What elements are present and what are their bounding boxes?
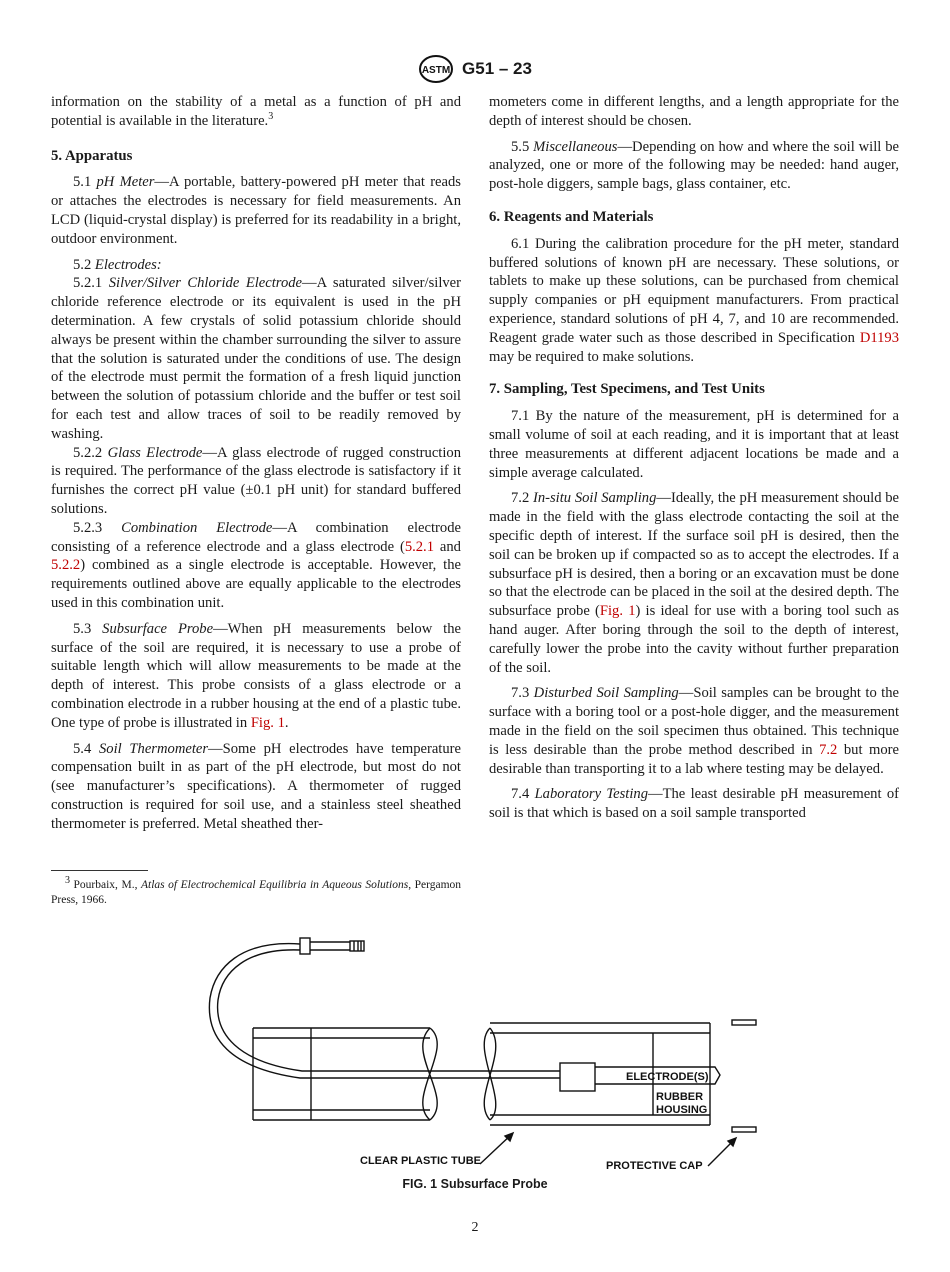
section-7-heading: 7. Sampling, Test Specimens, and Test Units [489, 381, 765, 398]
footnote-ref[interactable]: 3 [268, 110, 274, 122]
link-5-2-1[interactable]: 5.2.1 [404, 538, 434, 555]
para-5-4-cont: mometers come in different lengths, and a length appropriate for the depth of interest should be chosen. [489, 94, 899, 129]
astm-logo-text: ASTM [421, 65, 451, 76]
para-5-4: 5.4 Soil Thermometer—Some pH electrodes have temperature compensation built in as part of the pH electrode, but most do not (see manufacturer’s specifications). A thermometer of rugged construction is required for soil use, and a stainless steel sheathed thermometer is preferred. Metal sheathed ther- [51, 740, 461, 832]
left-column [51, 93, 461, 833]
figure-caption: FIG. 1 Subsurface Probe [402, 1177, 548, 1191]
label-housing: HOUSING [656, 1104, 708, 1116]
para-7-2: 7.2 In-situ Soil Sampling—Ideally, the pH measurement should be made in the field with the glass electrode contacting the soil at the specific depth of interest. If the surface soil pH is desired, then the soil can be broken up if compacted so as to accept the electrodes. If a subsurface pH is desired, then a boring or an excavation must be done so that the electrode can be placed in the soil at the desired depth. The subsurface probe (Fig. 1) is ideal for use with a boring tool such as hand auger. After boring through the soil to the depth of interest, carefully lower the probe into the cavity without further preparation of the soil. [489, 490, 900, 676]
link-fig-1[interactable]: Fig. 1 [250, 714, 285, 731]
right-column [489, 93, 899, 823]
footnote-divider [51, 870, 148, 871]
para-5-2-2: 5.2.2 Glass Electrode—A glass electrode of rugged construction is required. The performance of the glass electrode is satisfactory if it furnishes the correct pH value (±0.1 pH unit) for standard buffered solutions. [51, 444, 461, 517]
para-6-1: 6.1 During the calibration procedure for the pH meter, standard buffered solutions of known pH are necessary. These solutions, or tablets to make up these solutions, can be purchased from chemical supply companies or pH equipment manufacturers. From practical experience, standard solutions of pH 4, 7, and 10 are recommended. Reagent grade water such as those described in Specification D1193 may be required to make solutions. [489, 235, 899, 365]
link-7-2[interactable]: 7.2 [819, 741, 838, 758]
label-electrodes: ELECTRODE(S) [626, 1071, 709, 1083]
intro-paragraph: information on the stability of a metal as a function of pH and potential is available in the literature.$^3$ [51, 94, 461, 129]
para-5-2-3: 5.2.3 Combination Electrode—A combination electrode consisting of a reference electrode and a glass electrode (5.2.1 and 5.2.2) combined as a single electrode is acceptable. However, the requirements outlined above are equally applicable to the electrodes used in this combination unit. [51, 519, 461, 611]
section-6-heading: 6. Reagents and Materials [489, 208, 654, 225]
para-5-2-1: 5.2.1 Silver/Silver Chloride Electrode—A saturated silver/silver chloride reference electrode or its equivalent is used in the pH determination. A few crystals of solid potassium chloride should always be present within the chamber surrounding the silver to assure that the solution is saturated under the conditions of use. The design of the electrode must permit the formation of a fresh liquid junction between the solution of potassium chloride and the buffer or test soil for each test and allow traces of soil to be readily removed by washing. [51, 275, 462, 442]
para-5-2: 5.2 Electrodes: [73, 256, 162, 273]
section-5-heading: 5. Apparatus [51, 147, 133, 164]
para-5-3: 5.3 Subsurface Probe—When pH measurements below the surface of the soil are required, it is necessary to use a probe of suitable length which will allow measurements to be made at the depth of interest. This probe consists of a glass electrode or a combination electrode in a rubber housing at the end of a plastic tube. One type of probe is illustrated in Fig. 1. [51, 620, 462, 731]
astm-logo-icon [418, 54, 454, 84]
link-5-2-2[interactable]: 5.2.2 [51, 557, 81, 574]
para-7-3: 7.3 Disturbed Soil Sampling—Soil samples can be brought to the surface with a boring tool or a post-hole digger, and the measurement made in the field on the soil specimen thus obtained. This technique is less desirable than the probe method described in 7.2 but more desirable than transporting it to a lab where testing may be delayed. [489, 685, 899, 777]
link-d1193[interactable]: D1193 [859, 329, 899, 346]
para-7-1: 7.1 By the nature of the measurement, pH is determined for a small volume of soil at each reading, and it is important that at least three measurements at different adjacent locations be made and a simple average calculated. [489, 408, 899, 481]
page-number: 2 [471, 1220, 479, 1235]
link-fig-1-b[interactable]: Fig. 1 [599, 603, 636, 620]
label-clear-plastic-tube: CLEAR PLASTIC TUBE [360, 1155, 481, 1167]
standard-designation: G51 – 23 [462, 59, 532, 78]
probe-diagram [180, 928, 780, 1178]
figure-subsurface-probe [180, 928, 780, 1178]
page-header [0, 54, 950, 84]
footnote: $^3$ Pourbaix, M., Atlas of Electrochemical Equilibria in Aqueous Solutions, Pergamon Press, 1966. [51, 875, 462, 906]
label-protective-cap: PROTECTIVE CAP [606, 1160, 703, 1172]
para-7-4: 7.4 Laboratory Testing—The least desirable pH measurement of soil is that which is based on a soil sample transported [489, 786, 899, 822]
para-5-5: 5.5 Miscellaneous—Depending on how and where the soil will be analyzed, one or more of the following may be needed: hand auger, post-hole diggers, sample bags, glass container, etc. [489, 138, 899, 193]
para-5-1: 5.1 pH Meter—A portable, battery-powered pH meter that reads or attaches the electrodes is necessary for field measurements. An LCD (liquid-crystal display) is preferred for its readability in a bright, outdoor environment. [51, 174, 461, 247]
label-rubber: RUBBER [656, 1091, 704, 1103]
